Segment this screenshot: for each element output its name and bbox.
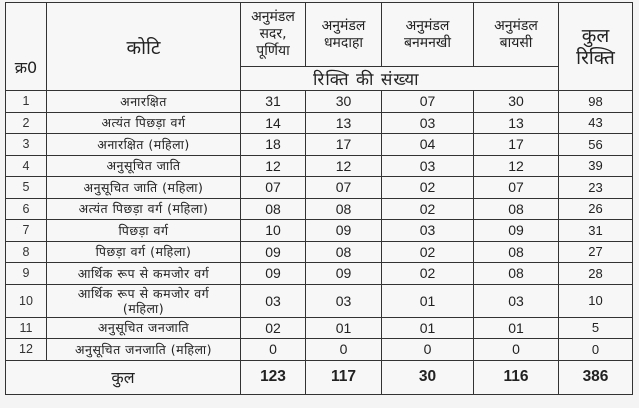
cell-serial: 9	[6, 263, 47, 285]
table-row	[6, 263, 633, 285]
cell-category: अनारक्षित (महिला)	[47, 134, 241, 156]
table-row	[6, 220, 633, 242]
cell-value: 18	[241, 134, 306, 156]
cell-value: 03	[382, 155, 474, 177]
cell-value: 12	[306, 155, 382, 177]
header-line: बायसी	[499, 34, 533, 51]
cell-value: 02	[241, 317, 306, 339]
cell-value: 08	[474, 241, 559, 263]
cell-category: पिछड़ा वर्ग (महिला)	[47, 241, 241, 263]
cell-value: 08	[474, 263, 559, 285]
header-subdivision-banmankhi	[382, 3, 474, 67]
header-line: सदर,	[259, 26, 287, 42]
cell-total: 31	[559, 220, 633, 242]
cell-category: अनारक्षित	[47, 91, 241, 113]
header-line: अनुमंडल	[405, 17, 450, 34]
cell-value: 03	[382, 220, 474, 242]
cell-value: 09	[306, 263, 382, 285]
cell-value: 0	[241, 339, 306, 361]
cell-value: 03	[382, 112, 474, 134]
cell-value: 12	[474, 155, 559, 177]
cell-value: 08	[474, 198, 559, 220]
total-value: 30	[382, 360, 474, 394]
cell-category: अनुसूचित जाति (महिला)	[47, 177, 241, 199]
header-line: अनुमंडल	[494, 17, 538, 34]
table-row	[6, 284, 633, 317]
cell-value: 07	[306, 177, 382, 199]
cell-value: 13	[306, 112, 382, 134]
table-row	[6, 91, 633, 113]
total-value: 123	[241, 360, 306, 394]
cell-value: 09	[241, 263, 306, 285]
header-category: कोटि	[47, 3, 241, 91]
cell-total: 26	[559, 198, 633, 220]
cell-value: 03	[306, 284, 382, 317]
cell-total: 5	[559, 317, 633, 339]
cell-value: 30	[306, 91, 382, 113]
cell-value: 01	[306, 317, 382, 339]
total-label: कुल	[6, 360, 241, 394]
table-row	[6, 155, 633, 177]
table-row	[6, 339, 633, 361]
table-row	[6, 134, 633, 156]
total-value: 116	[474, 360, 559, 394]
cell-value: 08	[241, 198, 306, 220]
cell-total: 98	[559, 91, 633, 113]
cell-total: 10	[559, 284, 633, 317]
cell-serial: 3	[6, 134, 47, 156]
header-line: अनुमंडल	[251, 9, 295, 25]
cell-serial: 10	[6, 284, 47, 317]
cell-value: 07	[382, 91, 474, 113]
total-row	[6, 360, 633, 394]
cell-total: 28	[559, 263, 633, 285]
cell-category: अनुसूचित जाति	[47, 155, 241, 177]
cell-total: 43	[559, 112, 633, 134]
header-line: पूर्णिया	[256, 43, 290, 59]
cell-value: 07	[474, 177, 559, 199]
cell-value: 17	[474, 134, 559, 156]
table-row	[6, 177, 633, 199]
header-serial: क्र0	[6, 3, 47, 91]
cell-serial: 11	[6, 317, 47, 339]
cell-value: 0	[306, 339, 382, 361]
cell-serial: 1	[6, 91, 47, 113]
header-subdivision-baisi	[474, 3, 559, 67]
cell-total: 27	[559, 241, 633, 263]
category-line: आर्थिक रूप से कमजोर वर्ग	[77, 285, 210, 301]
header-subdivision-dhamdaha	[306, 3, 382, 67]
cell-category: आर्थिक रूप से कमजोर वर्ग	[47, 263, 241, 285]
cell-category	[47, 284, 241, 317]
cell-category: अनुसूचित जनजाति	[47, 317, 241, 339]
table-row	[6, 317, 633, 339]
grand-total: 386	[559, 360, 633, 394]
cell-category: अत्यंत पिछड़ा वर्ग	[47, 112, 241, 134]
cell-value: 02	[382, 241, 474, 263]
cell-category: पिछड़ा वर्ग	[47, 220, 241, 242]
cell-value: 14	[241, 112, 306, 134]
cell-value: 01	[474, 317, 559, 339]
header-line: कुल	[581, 24, 610, 47]
cell-value: 09	[306, 220, 382, 242]
cell-value: 30	[474, 91, 559, 113]
cell-value: 01	[382, 317, 474, 339]
cell-value: 01	[382, 284, 474, 317]
category-line: (महिला)	[122, 300, 165, 316]
header-line: बनमनखी	[404, 34, 451, 51]
header-vacancy-count: रिक्ति की संख्या	[241, 67, 559, 91]
cell-value: 07	[241, 177, 306, 199]
cell-value: 02	[382, 177, 474, 199]
cell-total: 0	[559, 339, 633, 361]
cell-value: 08	[306, 198, 382, 220]
cell-value: 08	[306, 241, 382, 263]
cell-serial: 8	[6, 241, 47, 263]
header-subdivision-sadar	[241, 3, 306, 67]
table-row	[6, 198, 633, 220]
cell-serial: 4	[6, 155, 47, 177]
header-total-vacancy	[559, 3, 633, 91]
cell-serial: 6	[6, 198, 47, 220]
header-line: रिक्ति	[576, 46, 615, 69]
cell-value: 10	[241, 220, 306, 242]
cell-value: 02	[382, 198, 474, 220]
table-row	[6, 241, 633, 263]
cell-value: 0	[382, 339, 474, 361]
cell-value: 03	[474, 284, 559, 317]
cell-value: 0	[474, 339, 559, 361]
cell-value: 12	[241, 155, 306, 177]
cell-serial: 5	[6, 177, 47, 199]
cell-category: अनुसूचित जनजाति (महिला)	[47, 339, 241, 361]
vacancy-table	[5, 2, 633, 395]
cell-serial: 12	[6, 339, 47, 361]
total-value: 117	[306, 360, 382, 394]
cell-value: 17	[306, 134, 382, 156]
cell-category: अत्यंत पिछड़ा वर्ग (महिला)	[47, 198, 241, 220]
cell-value: 31	[241, 91, 306, 113]
cell-value: 04	[382, 134, 474, 156]
cell-value: 13	[474, 112, 559, 134]
cell-total: 56	[559, 134, 633, 156]
cell-serial: 2	[6, 112, 47, 134]
header-line: अनुमंडल	[321, 17, 366, 34]
cell-value: 09	[241, 241, 306, 263]
header-line: धमदाहा	[323, 34, 364, 51]
cell-serial: 7	[6, 220, 47, 242]
cell-total: 23	[559, 177, 633, 199]
table-row	[6, 112, 633, 134]
cell-value: 02	[382, 263, 474, 285]
cell-value: 03	[241, 284, 306, 317]
cell-value: 09	[474, 220, 559, 242]
cell-total: 39	[559, 155, 633, 177]
